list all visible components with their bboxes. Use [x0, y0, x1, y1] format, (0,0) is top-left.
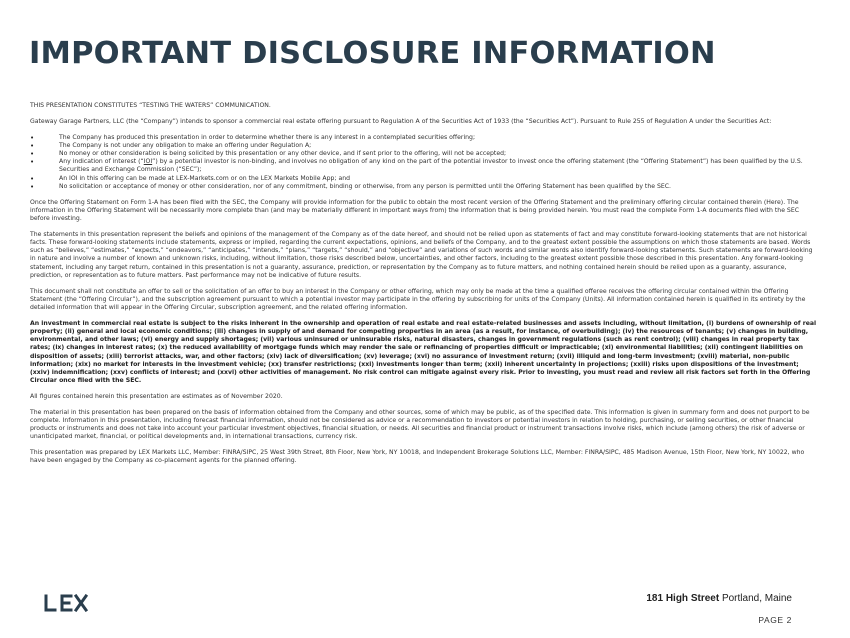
rule-255-bullet-list: [30, 134, 820, 191]
list-item: [30, 158, 820, 174]
material-basis-paragraph: The material in this presentation has been prepared on the basis of information obtained from the Company and other sources, some of which may be public, as of the specified date. This information is given in summary form and does not purport to be complete. Information in this presentation, including forecast financial information, should not be considered as advice or a recommendation to investors or potential investors in relation to holding, purchasing, or selling securities, or other financial products or instruments and does not take into account your particular investment objectives, financial situation, or needs. All securities and financial product or instrument transactions involve risks, which include (among others) the risk of adverse or unanticipated market, financial, or political developments and, in international transactions, currency risk.: [30, 408, 810, 441]
list-item: • An IOI in this offering can be made at LEX-Markets.com or on the LEX Markets Mobile App; and: [30, 175, 820, 183]
footer-address: [646, 593, 792, 604]
page-title: IMPORTANT DISCLOSURE INFORMATION: [29, 36, 716, 71]
no-offer-paragraph: This document shall not constitute an offer to sell or the solicitation of an offer to buy an interest in the Company or other offering, which may only be made at the time a qualified offeree receives the offering circular contained within the Offering Statement (the “Offering Circular”), and the subscription agreement pursuant to which a potential investor may participate in the offering by subscribing for units of the Company (Units). All information contained herein is qualified in its entirety by the detailed information that will appear in the Offering Circular, subscription agreement, and the related offering information.: [30, 287, 806, 312]
lex-logo-mark: [44, 594, 88, 612]
testing-the-waters-notice: THIS PRESENTATION CONSTITUTES “TESTING THE WATERS” COMMUNICATION.: [30, 102, 271, 109]
forward-looking-statements-paragraph: The statements in this presentation represent the beliefs and opinions of the management of the Company as of the date hereof, and should not be relied upon as statements of fact and may constitute forward-looking statements that are not historical facts. These forward-looking statements include statements, express or implied, regarding the current expectations, opinions, and beliefs of the Company, and to the greatest extent possible the assumptions on which those statements are based. Words such as “believes,” “estimates,” “expects,” “endeavors,” “anticipates,” “intends,” “plans,” “targets,” “should,” and “objective” and variations of such words and similar words also identify forward-looking statements. Such statements are forward-looking in nature and involve a number of known and unknown risks, including, without limitation, those risks described below, uncertainties, and other factors, including to the greatest extent possible those described in this presentation. Any forward-looking statement, including any target return, contained in this presentation is not a guaranty, assurance, prediction, or representation by the Company as to future matters, and nothing contained herein should be relied upon as a guaranty, assurance, prediction, or representation as to future matters. Past performance may not be indicative of future results.: [30, 230, 813, 279]
list-item: • No solicitation or acceptance of money or other consideration, nor of any commitment, binding or otherwise, from any person is permitted until the Offering Statement has been qualified by the SEC.: [30, 183, 820, 191]
ioi-text-before: Any indication of interest (“: [59, 158, 144, 166]
list-item: • The Company has produced this presentation in order to determine whether there is any interest in a contemplated securities offering;: [30, 134, 820, 142]
footer-street: 181 High Street: [646, 593, 720, 604]
list-item: • The Company is not under any obligation to make an offering under Regulation A;: [30, 142, 820, 150]
prepared-by-paragraph: This presentation was prepared by LEX Markets LLC, Member: FINRA/SIPC, 25 West 39th Street, 8th Floor, New York, NY 10018, and Independent Brokerage Solutions LLC, Member: FINRA/SIPC, 485 Madison Avenue, 15th Floor, New York, NY 10022, who have been engaged by the Company as co-placement agents for the planned offering.: [30, 449, 805, 465]
regulation-a-paragraph: Gateway Garage Partners, LLC (the “Company”) intends to sponsor a commercial real estate offering pursuant to Regulation A of the Securities Act of 1933 (the “Securities Act”). Pursuant to Rule 255 of Regulation A under the Securities Act:: [30, 117, 772, 125]
offering-statement-paragraph: Once the Offering Statement on Form 1-A has been filed with the SEC, the Company will provide information for the public to obtain the most recent version of the Offering Statement and the preliminary offering circular contained therein (Here). The information in the Offering Statement will be necessarily more complete than (and may be materially different in important ways from) the information that is being provided herein. You must read the complete Form 1-A documents filed with the SEC before investing.: [30, 198, 799, 223]
list-item: • No money or other consideration is being solicited by this presentation or any other device, and if sent prior to the offering, will not be accepted;: [30, 150, 820, 158]
ioi-link[interactable]: IOI: [143, 158, 153, 166]
page-number: PAGE 2: [758, 615, 792, 625]
lex-logo: [44, 594, 88, 617]
ioi-text-after: ”) by a potential investor is non-binding, and involves no obligation of any kind on the part of the potential investor to invest once the offering statement (the “Offering Statement”) has been qualified by the U.S. Securities and Exchange Commission (“SEC”);: [59, 158, 803, 174]
footer-city: Portland, Maine: [721, 593, 792, 604]
estimates-note: All figures contained herein this presentation are estimates as of November 2020.: [30, 393, 283, 401]
disclosure-body: [30, 102, 820, 473]
risk-factors-paragraph: An investment in commercial real estate is subject to the risks inherent in the ownership and operation of real estate and real estate-related businesses and assets including, without limitation, (i) burdens of ownership of real property; (ii) general and local economic conditions; (iii) changes in supply of and demand for competing properties in an area (as a result, for instance, of overbuilding); (iv) the resources of tenants; (v) changes in building, environmental, and other laws; (vi) energy and supply shortages; (vii) various uninsured or uninsurable risks, natural disasters, changes in government regulations (such as rent control); (viii) changes in real property tax rates; (ix) changes in interest rates; (x) the reduced availability of mortgage funds which may render the sale or refinancing of properties difficult or impracticable; (xi) environmental liabilities; (xii) contingent liabilities on disposition of assets; (xiii) terrorist attacks, war, and other factors; (xiv) lack of diversification; (xv) leverage; (xvi) no assurance of investment return; (xvii) illiquid and long-term investment; (xviii) material, non-public information; (xix) no market for interests in the investment vehicle; (xx) transfer restrictions; (xxi) investments longer than term; (xxii) inherent uncertainty in projections; (xxiii) risks upon dispositions of the investment; (xxiv) indemnification; (xxv) conflicts of interest; and (xxvi) other activities of management. No risk control can mitigate against every risk. Prior to investing, you must read and review all risk factors set forth in the Offering Circular once filed with the SEC.: [30, 319, 817, 385]
